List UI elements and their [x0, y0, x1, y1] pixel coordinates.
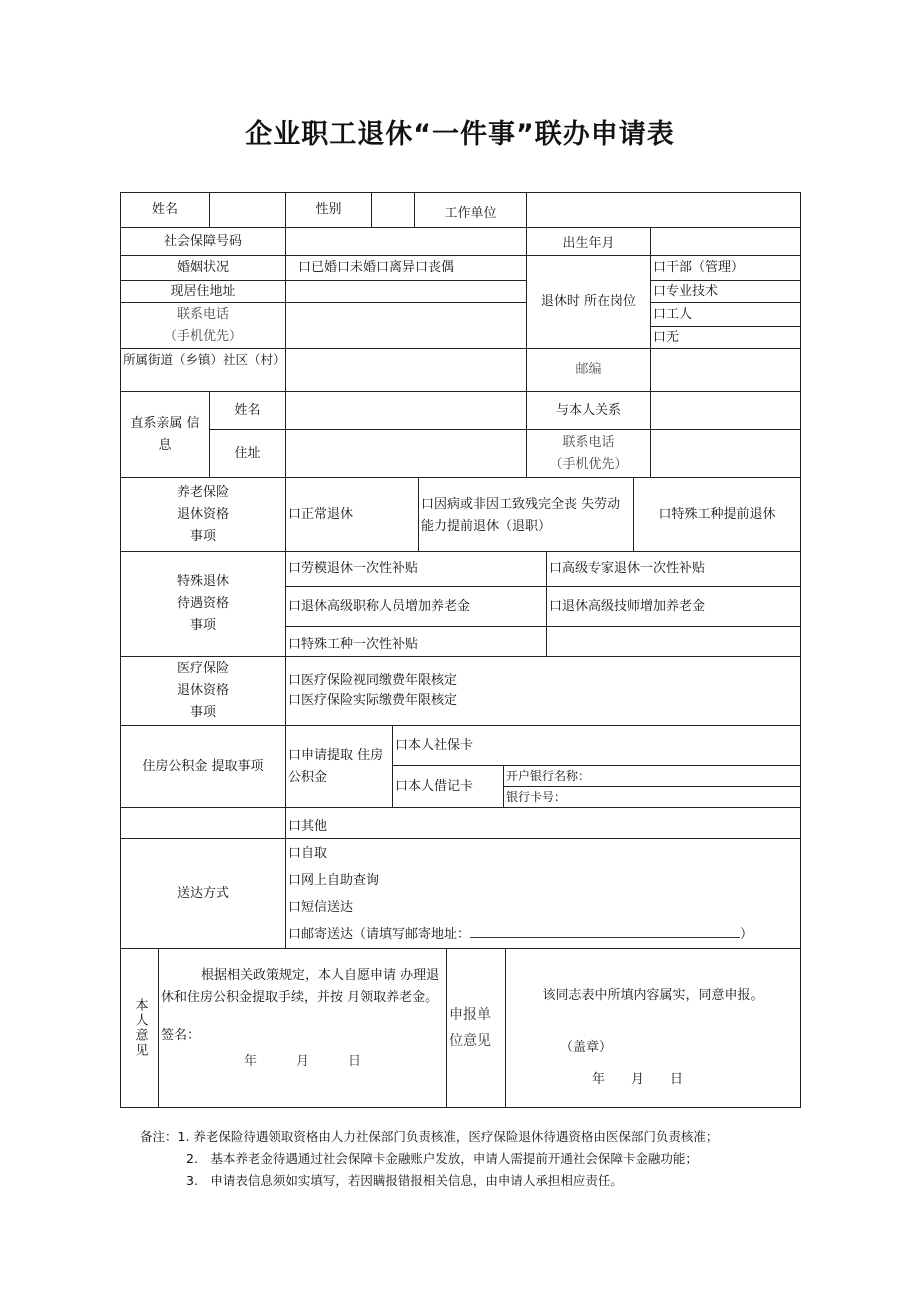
medical-option[interactable]: 口医疗保险实际缴费年限核定	[288, 693, 458, 708]
special-label-line: 特殊退休	[176, 574, 229, 589]
ssn-field[interactable]	[285, 227, 527, 256]
delivery-option-pickup[interactable]: 口自取	[288, 845, 328, 861]
relative-phone-label	[526, 429, 651, 478]
medical-options	[285, 656, 801, 726]
page-title: 企业职工退休“一件事”联办申请表	[245, 119, 675, 150]
relation-field[interactable]	[650, 391, 801, 430]
medical-option[interactable]: 口医疗保险视同缴费年限核定	[288, 673, 458, 688]
relative-name-label: 姓名	[209, 391, 286, 430]
seal-label: （盖章）	[560, 1040, 613, 1055]
unit-opinion-label: 申报单位意见	[446, 948, 506, 1108]
position-option[interactable]: 口无	[650, 326, 801, 349]
special-label-line: 事项	[189, 618, 216, 633]
delivery-label: 送达方式	[120, 838, 286, 949]
social-card-option[interactable]: 口本人社保卡	[392, 725, 801, 766]
relative-address-field[interactable]	[285, 429, 527, 478]
medical-label-line: 退休资格	[176, 683, 229, 698]
relative-address-label: 住址	[209, 429, 286, 478]
relation-label: 与本人关系	[526, 391, 651, 430]
bank-name-field[interactable]: 开户银行名称：	[503, 765, 801, 787]
name-field[interactable]	[209, 192, 286, 228]
phone-note: （手机优先）	[163, 328, 242, 344]
marital-options[interactable]: 口已婚口未婚口离异口丧偶	[285, 255, 527, 281]
personal-opinion-label: 本人意见	[120, 948, 159, 1108]
birth-label: 出生年月	[526, 227, 651, 256]
unit-opinion-text: 该同志表中所填内容属实，同意申报。	[542, 988, 764, 1003]
employer-field[interactable]	[526, 192, 801, 228]
phone-label-text: 联系电话	[176, 306, 229, 322]
housing-apply-option[interactable]: 口申请提取 住房公积金	[285, 725, 393, 808]
unit-opinion-cell	[505, 948, 801, 1108]
birth-field[interactable]	[650, 227, 801, 256]
position-option[interactable]: 口工人	[650, 302, 801, 327]
medical-label-line: 医疗保险	[176, 661, 229, 676]
pension-label	[120, 477, 286, 552]
pension-label-line: 事项	[189, 528, 216, 544]
pension-label-line: 退休资格	[176, 506, 229, 522]
pension-label-line: 养老保险	[176, 484, 229, 500]
relative-phone-text: 联系电话	[562, 434, 615, 450]
delivery-option-mail[interactable]	[288, 921, 753, 948]
opinion-date: 年 月 日	[243, 1054, 361, 1069]
postcode-label: 邮编	[526, 348, 651, 392]
relative-phone-field[interactable]	[650, 429, 801, 478]
relative-name-field[interactable]	[285, 391, 527, 430]
gender-field[interactable]	[371, 192, 415, 228]
postcode-field[interactable]	[650, 348, 801, 392]
special-label-line: 待遇资格	[176, 596, 229, 611]
street-field[interactable]	[285, 348, 527, 392]
position-label: 退休时 所在岗位	[526, 255, 651, 349]
note-1: 备注：1. 养老保险待遇领取资格由人力社保部门负责核准，医疗保险退休待遇资格由医保部门负责核准；	[140, 1129, 719, 1144]
notes	[140, 1126, 718, 1192]
special-option[interactable]: 口退休高级技师增加养老金	[546, 586, 801, 627]
medical-label-line: 事项	[189, 705, 216, 720]
street-label: 所属街道（乡镇）社区（村）	[120, 348, 286, 392]
address-field[interactable]	[285, 280, 527, 303]
housing-label: 住房公积金 提取事项	[120, 725, 286, 808]
unit-date: 年 月 日	[592, 1072, 684, 1087]
delivery-option-online[interactable]: 口网上自助查询	[288, 872, 380, 888]
ssn-label: 社会保障号码	[120, 227, 286, 256]
relative-phone-note: （手机优先）	[549, 456, 628, 472]
delivery-option-sms[interactable]: 口短信送达	[288, 899, 354, 915]
other-option[interactable]: 口其他	[285, 807, 801, 839]
note-2: 2. 基本养老金待遇通过社会保障卡金融账户发放，申请人需提前开通社会保障卡金融功能；	[186, 1151, 698, 1166]
note-3: 3. 申请表信息须如实填写，若因瞒报错报相关信息，由申请人承担相应责任。	[186, 1173, 623, 1188]
relative-label: 直系亲属 信息	[120, 391, 210, 478]
phone-label	[120, 302, 286, 349]
delivery-options	[285, 838, 801, 949]
special-option[interactable]: 口退休高级职称人员增加养老金	[285, 586, 547, 627]
gender-label: 性别	[285, 192, 372, 228]
employer-label: 工作单位	[414, 192, 527, 228]
name-label: 姓名	[120, 192, 210, 228]
signature-label[interactable]: 签名：	[161, 1028, 201, 1043]
special-option[interactable]: 口高级专家退休一次性补贴	[546, 551, 801, 587]
position-option[interactable]: 口专业技术	[650, 280, 801, 303]
card-number-field[interactable]: 银行卡号：	[503, 786, 801, 808]
marital-label: 婚姻状况	[120, 255, 286, 281]
medical-label	[120, 656, 286, 726]
mail-label: 口邮寄送达（请填写邮寄地址：	[288, 926, 471, 942]
special-label	[120, 551, 286, 657]
mail-address-field[interactable]	[470, 925, 740, 938]
address-label: 现居住地址	[120, 280, 286, 303]
pension-option-special[interactable]: 口特殊工种提前退休	[633, 477, 801, 552]
pension-option-disability[interactable]: 口因病或非因工致残完全丧 失劳动能力提前退休（退职）	[418, 477, 634, 552]
opinion-text: 根据相关政策规定，本人自愿申请 办理退休和住房公积金提取手续，并按 月领取养老金。	[161, 968, 440, 1005]
debit-card-option[interactable]: 口本人借记卡	[392, 765, 504, 808]
personal-opinion-cell	[158, 948, 447, 1108]
empty-cell	[546, 626, 801, 657]
pension-option-normal[interactable]: 口正常退休	[285, 477, 419, 552]
mail-end: ）	[740, 926, 754, 942]
empty-cell	[120, 807, 286, 839]
special-option[interactable]: 口特殊工种一次性补贴	[285, 626, 547, 657]
special-option[interactable]: 口劳模退休一次性补贴	[285, 551, 547, 587]
phone-field[interactable]	[285, 302, 527, 349]
position-option[interactable]: 口干部（管理）	[650, 255, 801, 281]
